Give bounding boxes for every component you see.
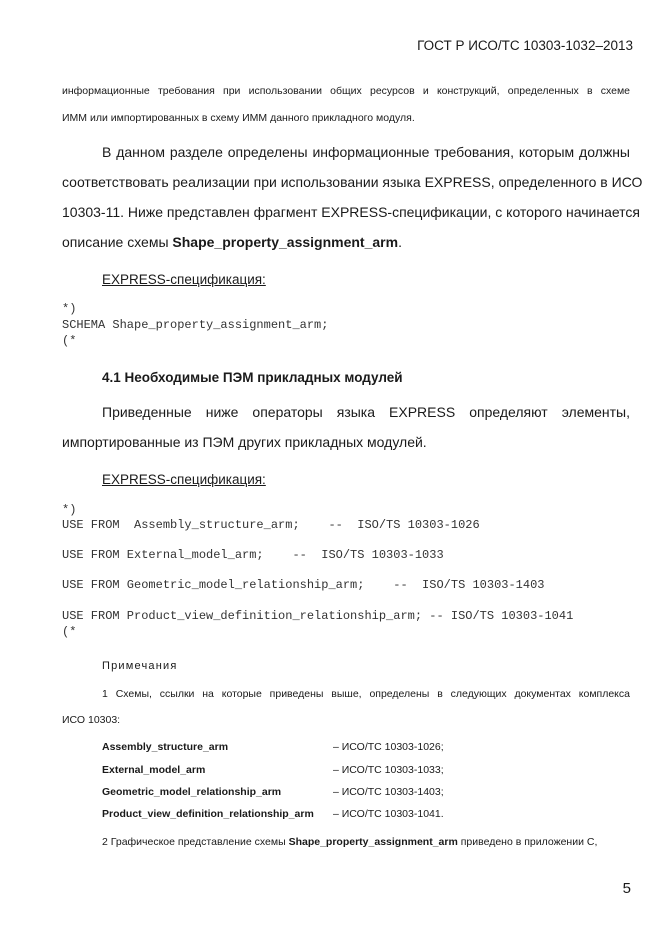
code1-schema: SCHEMA Shape_property_assignment_arm; (62, 318, 329, 332)
ref-doc: – ИСО/ТС 10303-1403; (333, 786, 444, 798)
code1-close: (* (62, 334, 77, 348)
code2-open: *) (62, 503, 77, 517)
express-label-2: EXPRESS-спецификация: (102, 472, 266, 487)
para2-line-2: импортированные из ПЭМ других прикладных модулей. (62, 434, 427, 450)
notes-title: Примечания (102, 660, 178, 672)
note2-schema-name: Shape_property_assignment_arm (288, 836, 458, 848)
schema-name: Shape_property_assignment_arm (172, 234, 399, 250)
code2-line: USE FROM Geometric_model_relationship_arm; -- ISO/TS 10303-1403 (62, 578, 545, 592)
document-header: ГОСТ Р ИСО/ТС 10303-1032–2013 (417, 38, 633, 53)
para1-line-1: В данном разделе определены информационные требования, которым должны (102, 144, 630, 160)
para1-line-3: 10303-11. Ниже представлен фрагмент EXPRESS-спецификации, с которого начинается (62, 204, 641, 220)
ref-doc: – ИСО/ТС 10303-1041. (333, 808, 444, 820)
code2-close: (* (62, 625, 77, 639)
ref-name: Product_view_definition_relationship_arm (102, 808, 314, 820)
intro-line-1: информационные требования при использовании общих ресурсов и конструкций, определенных в схеме (62, 85, 630, 97)
note1-line-1: 1 Схемы, ссылки на которые приведены выше, определены в следующих документах комплекса (102, 688, 630, 700)
para2-line-1: Приведенные ниже операторы языка EXPRESS определяют элементы, (102, 404, 630, 420)
ref-name: Assembly_structure_arm (102, 741, 229, 753)
code2-line: USE FROM Assembly_structure_arm; -- ISO/TS 10303-1026 (62, 518, 480, 532)
intro-line-2: ИММ или импортированных в схему ИММ данного прикладного модуля. (62, 112, 415, 124)
ref-name: Geometric_model_relationship_arm (102, 786, 282, 798)
express-label-1: EXPRESS-спецификация: (102, 272, 266, 287)
ref-name: External_model_arm (102, 764, 206, 776)
ref-doc: – ИСО/ТС 10303-1033; (333, 764, 444, 776)
code2-line: USE FROM External_model_arm; -- ISO/TS 10303-1033 (62, 548, 444, 562)
section-title: 4.1 Необходимые ПЭМ прикладных модулей (102, 370, 403, 385)
ref-doc: – ИСО/ТС 10303-1026; (333, 741, 444, 753)
note2: 2 Графическое представление схемы Shape_property_assignment_arm приведено в приложении С, (102, 836, 598, 848)
code1-open: *) (62, 302, 77, 316)
code2-line: USE FROM Product_view_definition_relationship_arm; -- ISO/TS 10303-1041 (62, 609, 574, 623)
note1-line-2: ИСО 10303: (62, 714, 121, 726)
para1-line-2: соответствовать реализации при использовании языка EXPRESS, определенного в ИСО (62, 174, 643, 190)
page-number: 5 (622, 880, 631, 897)
para1-line-4: описание схемы Shape_property_assignment_arm. (62, 234, 402, 250)
